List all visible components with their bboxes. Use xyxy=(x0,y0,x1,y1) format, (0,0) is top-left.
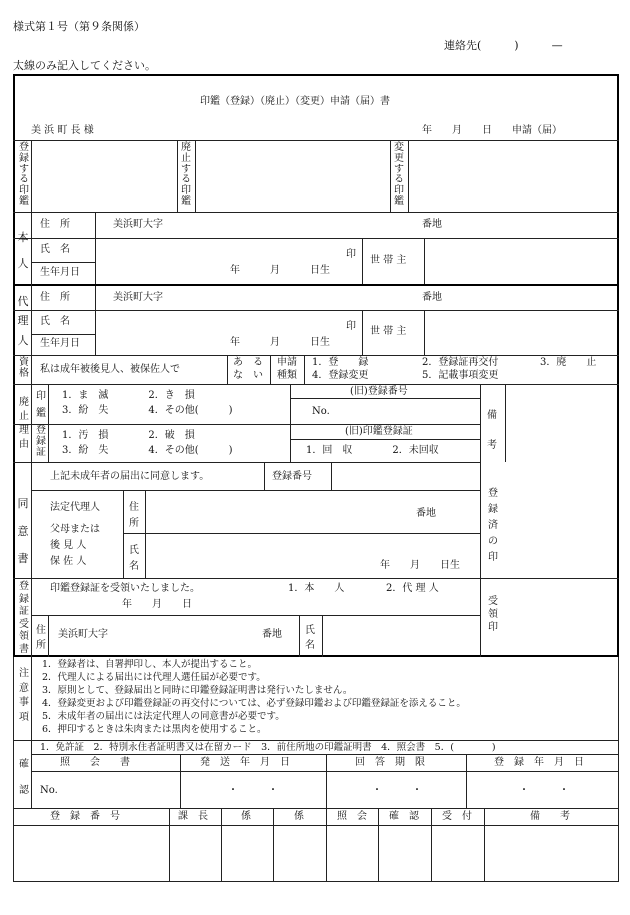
abolition-remarks-label: 備考 xyxy=(487,410,497,451)
old-registration-number-field[interactable] xyxy=(335,400,477,422)
agent-address-field[interactable] xyxy=(170,287,420,309)
receipt-name-field[interactable] xyxy=(323,617,478,655)
consent-registration-number-field[interactable] xyxy=(332,463,479,489)
note-item: 1．登録者は、自署押印し、本人が提出すること。 xyxy=(42,659,258,670)
type-option-reissue[interactable]: 2．登録証再交付 xyxy=(422,357,499,368)
consent-address-label: 住所 xyxy=(129,502,139,529)
guardian-label-2: 後 見 人 xyxy=(50,540,87,551)
office-col-inquiry: 照 会 xyxy=(337,811,367,822)
agent-birth-date: 年 月 日生 xyxy=(230,337,330,348)
form-title: 印鑑（登録）（廃止）（変更）申請（届）書 xyxy=(200,96,390,107)
confirm-deadline-dots[interactable]: ・ ・ xyxy=(372,785,422,796)
consent-statement: 上記未成年者の届出に同意します。 xyxy=(50,471,210,482)
person-birth-date: 年 月 日生 xyxy=(230,265,330,276)
person-address-field[interactable] xyxy=(170,214,420,236)
consent-registration-number-label: 登録番号 xyxy=(272,471,312,482)
person-seal-mark: 印 xyxy=(346,249,356,260)
qualification-aru[interactable]: あ る xyxy=(233,357,263,368)
type-option-register[interactable]: 1．登 録 xyxy=(312,357,369,368)
receipt-date[interactable]: 年 月 日 xyxy=(122,599,192,610)
cert-recovery-options[interactable]: 1．回 収 2．未回収 xyxy=(306,445,439,456)
abolish-seal-box[interactable] xyxy=(196,141,390,212)
person-name-label: 氏 名 xyxy=(40,244,70,255)
note-item: 4．登録変更および印鑑登録証の再交付については、必ず登録印鑑および印鑑登録証を添えること。 xyxy=(42,698,466,709)
receipt-option-self[interactable]: 1．本 人 xyxy=(288,583,345,594)
agent-address-label: 住 所 xyxy=(40,292,70,303)
agent-birth-label: 生年月日 xyxy=(40,338,80,349)
abolition-cert-label: 登録証 xyxy=(36,425,46,458)
qualification-text: 私は成年被後見人、被保佐人で xyxy=(40,364,180,375)
application-date[interactable]: 年 月 日 申請（届） xyxy=(422,125,562,136)
type-option-abolish[interactable]: 3．廃 止 xyxy=(540,357,597,368)
note-item: 3．原則として、登録届出と同時に印鑑登録証明書は発行いたしません。 xyxy=(42,685,353,696)
abolition-reason-label: 廃止理由 xyxy=(19,397,29,450)
person-name-field[interactable] xyxy=(96,239,361,283)
cert-reason-row-2[interactable]: 3．紛 失 4．その他( ) xyxy=(62,445,233,456)
note-item: 2．代理人による届出には代理人選任届が必要です。 xyxy=(42,672,266,683)
agent-name-label: 氏 名 xyxy=(40,316,70,327)
receipt-address-prefix: 美浜町大字 xyxy=(58,629,108,640)
consent-name-label: 氏名 xyxy=(129,545,139,572)
office-col-reception: 受 付 xyxy=(442,811,472,822)
old-registration-number-label: (旧)登録番号 xyxy=(350,386,408,397)
confirm-documents[interactable]: 1．免許証 2．特別永住者証明書又は在留カード 3．前住所地の印鑑証明書 4．照会書 5．( ) xyxy=(40,742,496,753)
confirm-col-send-date: 発 送 年 月 日 xyxy=(200,757,290,768)
office-col-reg-number: 登 録 番 号 xyxy=(50,811,120,822)
confirm-col-deadline: 回 答 期 限 xyxy=(355,757,425,768)
confirm-no: No. xyxy=(40,785,58,796)
register-seal-label: 登録する印鑑 xyxy=(19,142,29,207)
office-col-section-chief: 課 長 xyxy=(178,811,208,822)
cert-reason-row-1[interactable]: 1．汚 損 2．破 損 xyxy=(62,430,195,441)
confirm-col-reg-date: 登 録 年 月 日 xyxy=(494,757,584,768)
note-item: 6．押印するときは朱肉または黒肉を使用すること。 xyxy=(42,724,267,735)
addressee: 美 浜 町 長 様 xyxy=(31,125,94,136)
office-col-confirm: 確 認 xyxy=(389,811,419,822)
seal-reason-row-1[interactable]: 1．ま 滅 2．き 損 xyxy=(62,390,195,401)
application-type-label-1: 申請 xyxy=(277,357,297,368)
receipt-banchi: 番地 xyxy=(262,629,282,640)
qualification-label: 資格 xyxy=(19,357,29,379)
confirm-col-inquiry: 照 会 書 xyxy=(60,757,130,768)
old-registration-no: No. xyxy=(312,406,330,417)
register-seal-box[interactable] xyxy=(32,141,177,212)
receipt-label: 登録証受領書 xyxy=(19,581,29,655)
person-household-head-label: 世 帯 主 xyxy=(370,255,407,266)
type-option-info-change[interactable]: 5．記載事項変更 xyxy=(422,370,499,381)
receipt-statement: 印鑑登録証を受領いたしました。 xyxy=(50,583,200,594)
confirm-send-date-dots[interactable]: ・ ・ xyxy=(228,785,278,796)
registered-seal-label: 登録済の印 xyxy=(488,488,498,563)
consent-name-field[interactable] xyxy=(146,534,376,577)
receipt-address-field[interactable] xyxy=(115,617,260,655)
guardian-label-3: 保 佐 人 xyxy=(50,556,87,567)
receipt-seal-label: 受領印 xyxy=(488,596,498,633)
notes-label: 注意事項 xyxy=(19,668,29,723)
person-birth-label: 生年月日 xyxy=(40,267,80,278)
note-item: 5．未成年者の届出には法定代理人の同意書が必要です。 xyxy=(42,711,285,722)
agent-seal-mark: 印 xyxy=(346,321,356,332)
legal-representative-label: 法定代理人 xyxy=(50,502,100,513)
person-household-head-field[interactable] xyxy=(425,239,617,283)
abolish-seal-label: 廃止する印鑑 xyxy=(181,142,191,207)
agent-label: 代理人 xyxy=(17,295,29,347)
application-type-label-2: 種類 xyxy=(277,370,297,381)
change-seal-label: 変更する印鑑 xyxy=(394,142,404,207)
agent-household-head-field[interactable] xyxy=(425,311,617,354)
confirm-reg-date-dots[interactable]: ・ ・ xyxy=(519,785,569,796)
office-col-staff-2: 係 xyxy=(294,811,304,822)
agent-banchi: 番地 xyxy=(422,292,442,303)
confirm-label: 確認 xyxy=(19,759,29,796)
old-cert-label: (旧)印鑑登録証 xyxy=(345,426,413,437)
seal-reason-row-2[interactable]: 3．紛 失 4．その他( ) xyxy=(62,405,233,416)
consent-banchi: 番地 xyxy=(416,508,436,519)
qualification-nai[interactable]: な い xyxy=(233,370,263,381)
receipt-address-label: 住所 xyxy=(36,625,46,651)
agent-name-field[interactable] xyxy=(96,311,361,354)
office-col-staff-1: 係 xyxy=(241,811,251,822)
office-col-remarks: 備 考 xyxy=(530,811,570,822)
consent-birth-date: 年 月 日生 xyxy=(380,560,460,571)
type-option-change[interactable]: 4．登録変更 xyxy=(312,370,369,381)
consent-address-field[interactable] xyxy=(146,491,412,532)
change-seal-box[interactable] xyxy=(409,141,617,212)
consent-label: 同意書 xyxy=(17,497,29,565)
abolition-seal-label: 印鑑 xyxy=(36,391,46,419)
receipt-name-label: 氏名 xyxy=(305,625,315,651)
person-label: 本人 xyxy=(17,231,29,271)
person-banchi: 番地 xyxy=(422,219,442,230)
form-number: 様式第１号（第９条関係） xyxy=(13,20,145,33)
contact-line: 連絡先( ) — xyxy=(444,39,563,52)
agent-household-head-label: 世 帯 主 xyxy=(370,326,407,337)
instruction: 太線のみ記入してください。 xyxy=(13,59,156,72)
guardian-label-1: 父母または xyxy=(50,524,100,535)
person-address-label: 住 所 xyxy=(40,219,70,230)
agent-address-prefix: 美浜町大字 xyxy=(113,292,163,303)
receipt-option-agent[interactable]: 2．代 理 人 xyxy=(386,583,439,594)
person-address-prefix: 美浜町大字 xyxy=(113,219,163,230)
